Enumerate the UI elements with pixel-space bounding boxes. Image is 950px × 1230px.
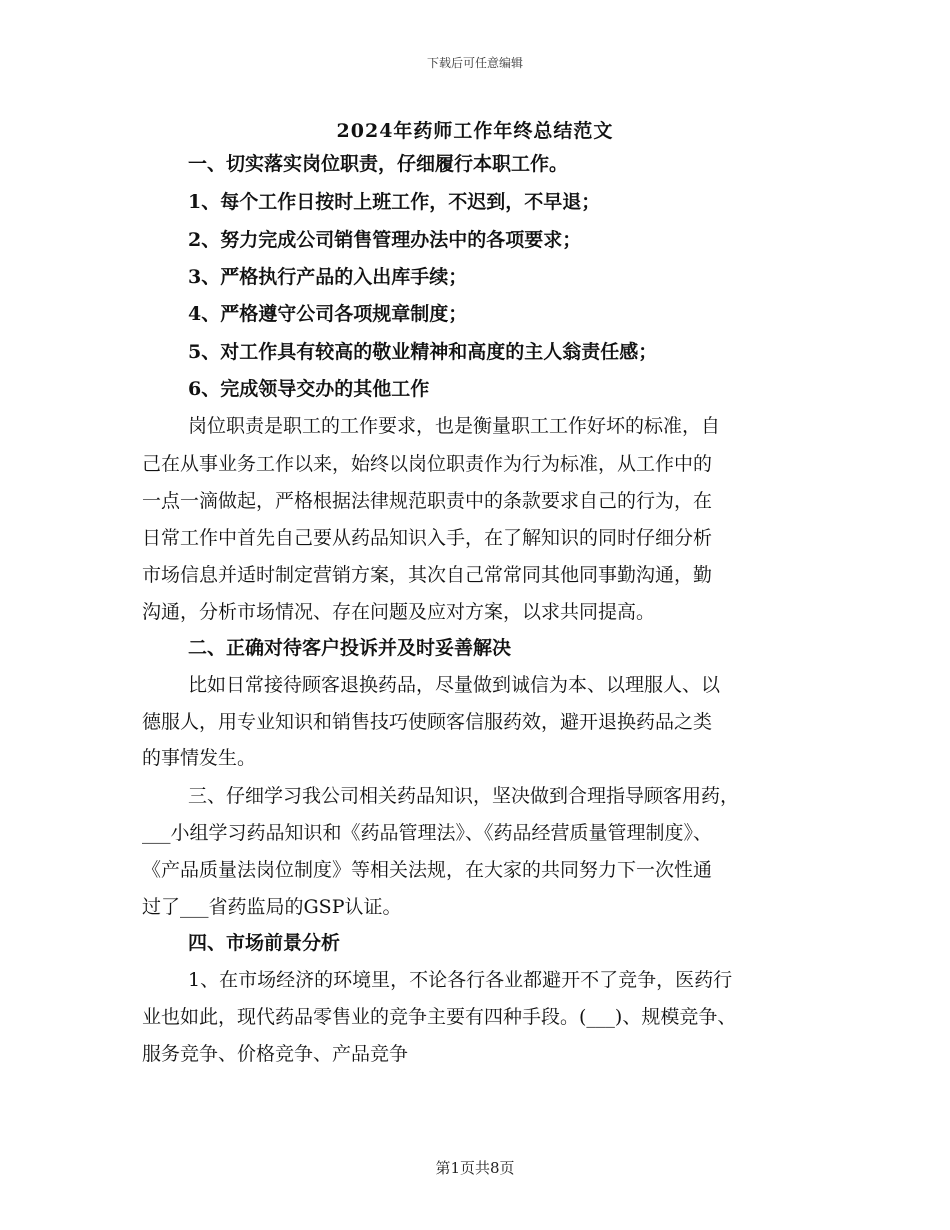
section-4-heading: 四、市场前景分析 <box>188 932 341 954</box>
section-1-item-6: 6、完成领导交办的其他工作 <box>188 378 430 400</box>
section-2-paragraph-line: 的事情发生。 <box>142 747 257 769</box>
document-title: 2024年药师工作年终总结范文 <box>336 120 614 142</box>
section-3-paragraph-line: 三、仔细学习我公司相关药品知识，坚决做到合理指导顾客用药， <box>188 785 740 807</box>
header-note: 下载后可任意编辑 <box>426 56 523 70</box>
section-3-paragraph-line: 《产品质量法岗位制度》等相关法规，在大家的共同努力下一次性通 <box>142 859 713 881</box>
section-1-item-4: 4、严格遵守公司各项规章制度； <box>188 303 468 325</box>
section-1-paragraph-line: 日常工作中首先自己要从药品知识入手，在了解知识的同时仔细分析 <box>142 527 713 549</box>
page-footer: 第1页共8页 <box>435 1159 515 1177</box>
section-2-heading: 二、正确对待客户投诉并及时妥善解决 <box>188 637 512 659</box>
section-1-item-1: 1、每个工作日按时上班工作，不迟到，不早退； <box>188 191 601 213</box>
section-4-paragraph-line: 1、在市场经济的环境里，不论各行各业都避开不了竞争，医药行 <box>188 969 733 991</box>
section-2-paragraph-line: 比如日常接待顾客退换药品，尽量做到诚信为本、以理服人、以 <box>188 674 721 696</box>
section-1-heading: 一、切实落实岗位职责，仔细履行本职工作。 <box>188 153 569 175</box>
section-1-paragraph-line: 一点一滴做起，严格根据法律规范职责中的条款要求自己的行为，在 <box>142 490 713 512</box>
section-1-paragraph-line: 沟通，分析市场情况、存在问题及应对方案，以求共同提高。 <box>142 601 656 623</box>
section-1-item-2: 2、努力完成公司销售管理办法中的各项要求； <box>188 229 582 251</box>
section-1-paragraph-line: 岗位职责是职工的工作要求，也是衡量职工工作好坏的标准，自 <box>188 415 721 437</box>
section-1-item-3: 3、严格执行产品的入出库手续； <box>188 266 468 288</box>
section-2-paragraph-line: 德服人，用专业知识和销售技巧使顾客信服药效，避开退换药品之类 <box>142 711 713 733</box>
section-3-paragraph-line: 过了___省药监局的GSP认证。 <box>142 896 402 918</box>
section-1-paragraph-line: 市场信息并适时制定营销方案，其次自己常常同其他同事勤沟通，勤 <box>142 564 713 586</box>
section-4-paragraph-line: 服务竞争、价格竞争、产品竞争 <box>142 1043 409 1065</box>
section-1-item-5: 5、对工作具有较高的敬业精神和高度的主人翁责任感； <box>188 341 658 363</box>
section-1-paragraph-line: 己在从事业务工作以来，始终以岗位职责作为行为标准，从工作中的 <box>142 453 713 475</box>
section-3-paragraph-line: ___小组学习药品知识和《药品管理法》、《药品经营质量管理制度》、 <box>142 822 713 844</box>
section-4-paragraph-line: 业也如此，现代药品零售业的竞争主要有四种手段。(___)、规模竞争、 <box>142 1006 737 1028</box>
